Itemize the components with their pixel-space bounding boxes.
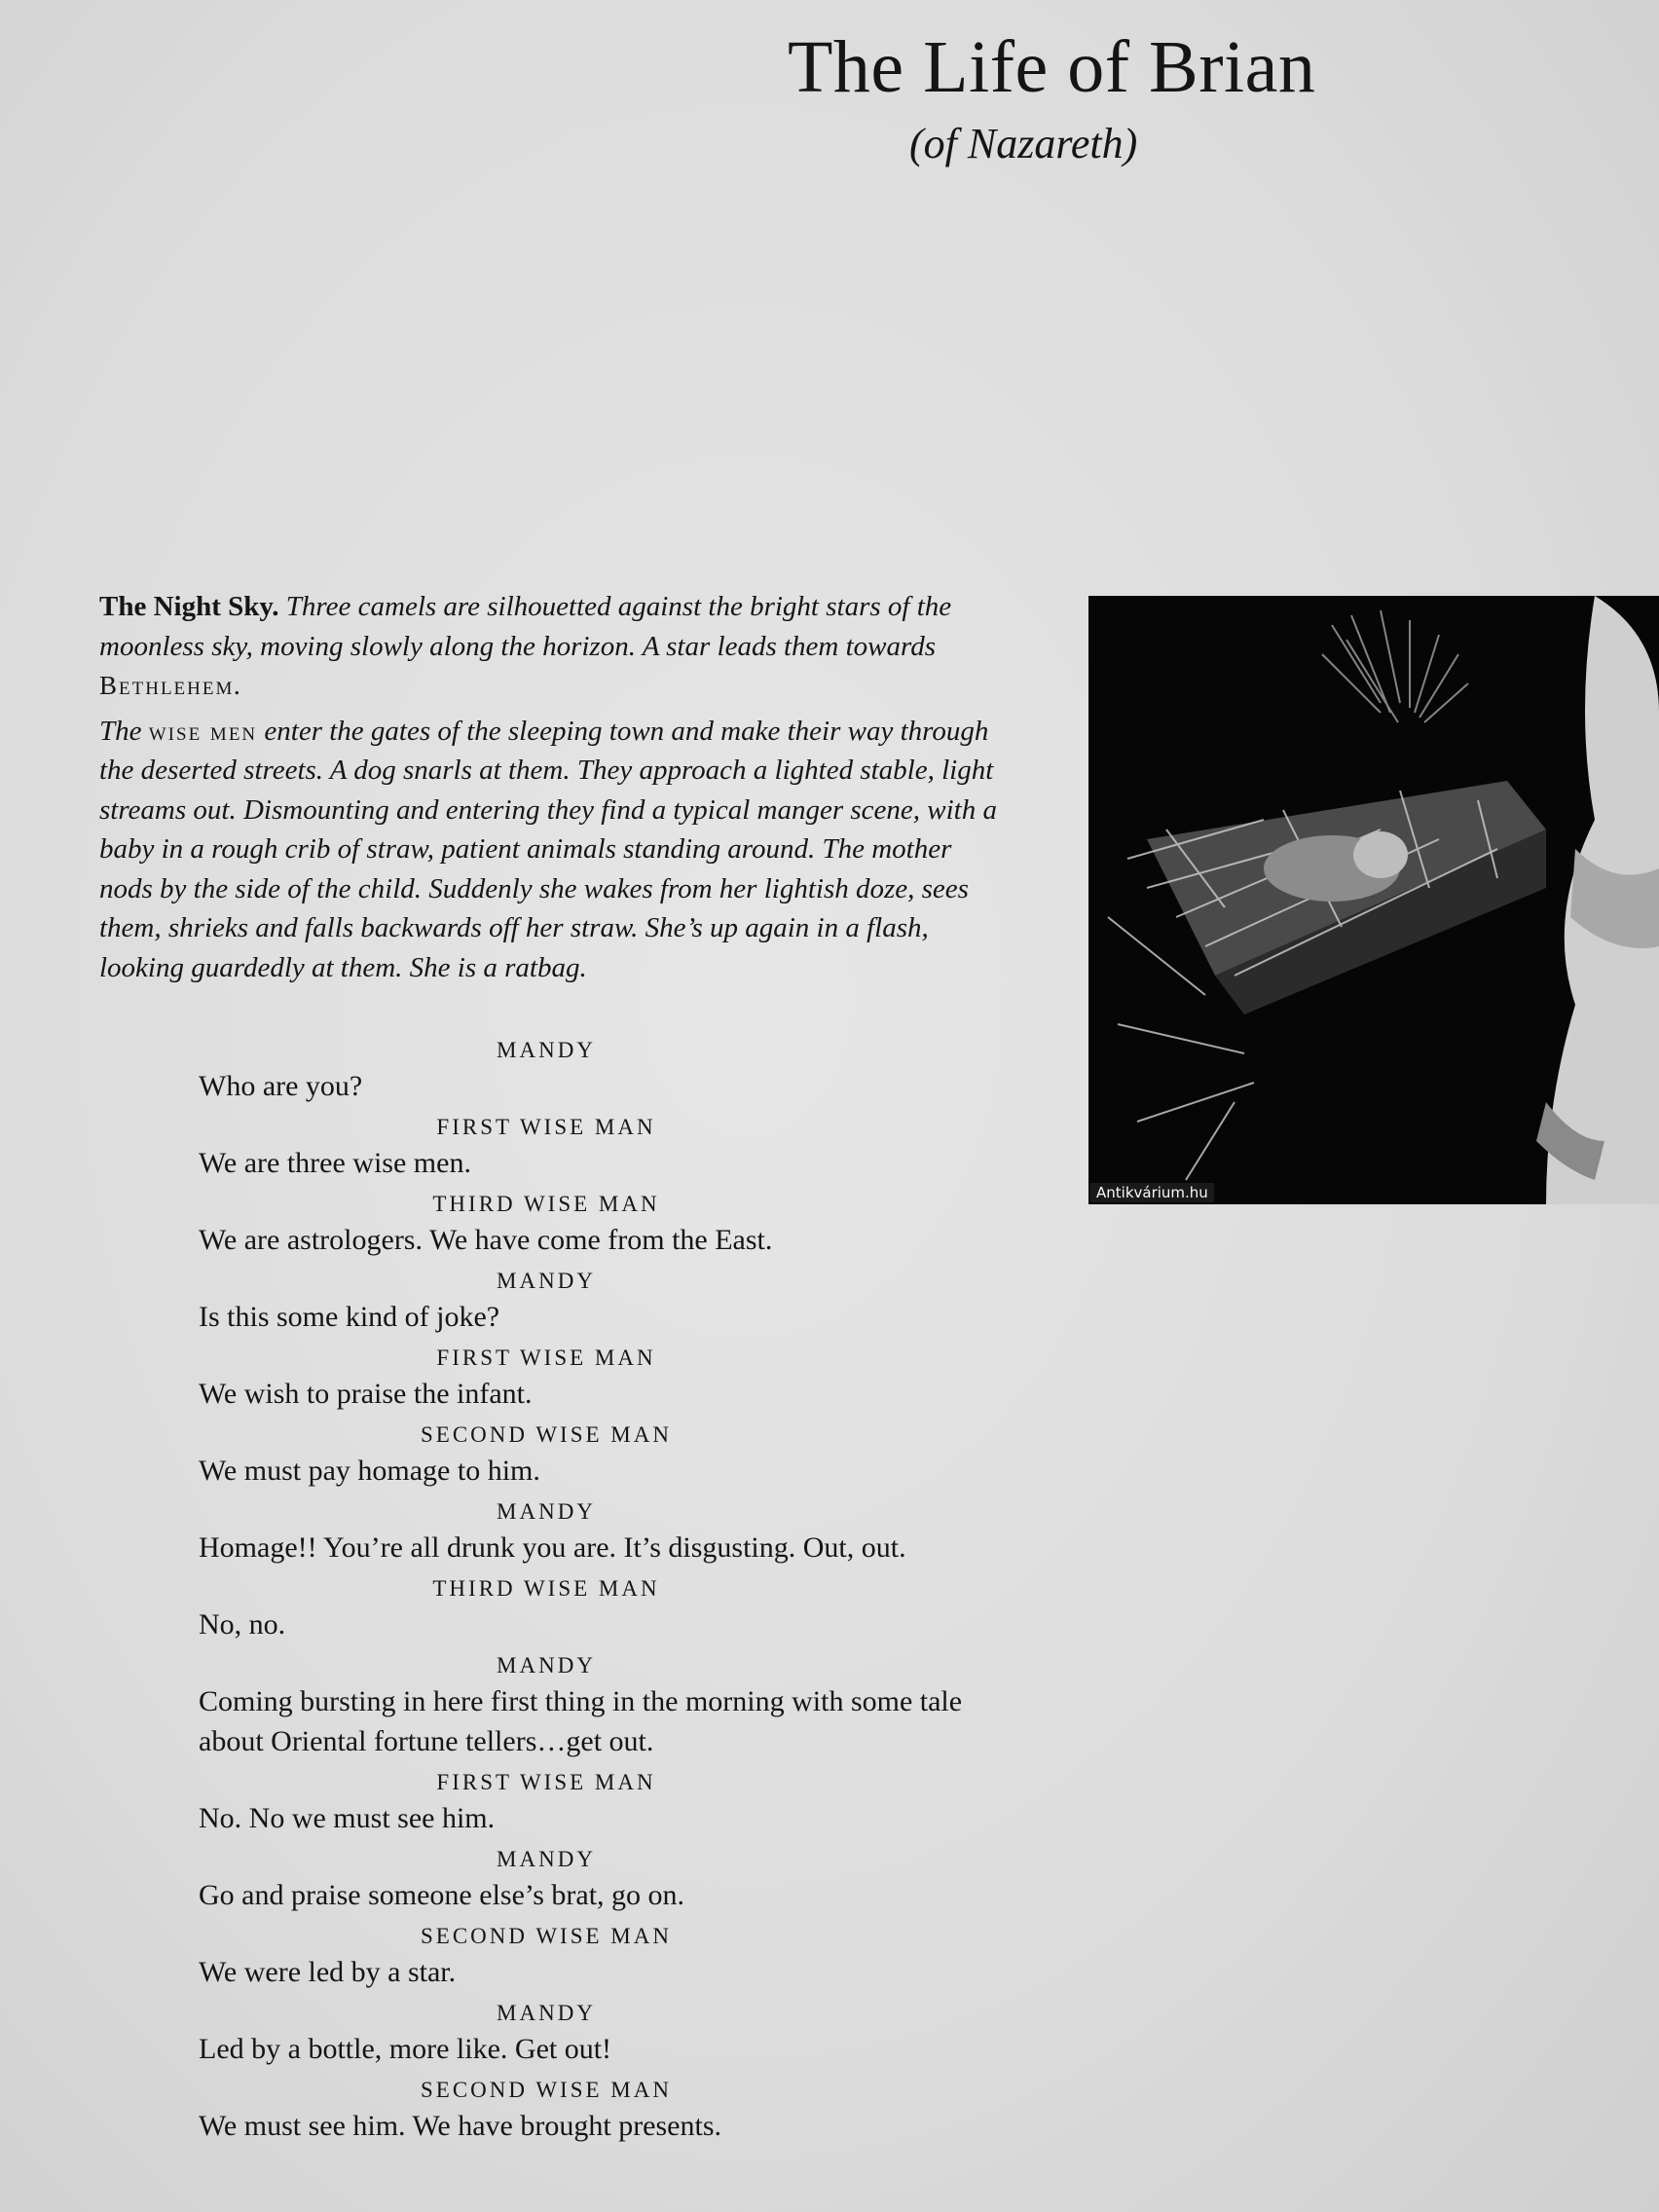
- scene-heading: The Night Sky.: [99, 591, 279, 622]
- speaker-name: MANDY: [497, 1847, 596, 1871]
- dialogue-line: We wish to praise the infant.: [199, 1378, 533, 1410]
- dialogue-line: We are astrologers. We have come from the East.: [199, 1224, 773, 1256]
- speaker-name: FIRST WISE MAN: [436, 1770, 656, 1794]
- dialogue-line: Led by a bottle, more like. Get out!: [199, 2033, 612, 2065]
- stage-directions: [99, 587, 1005, 993]
- dialogue-line: Who are you?: [199, 1070, 363, 1102]
- dialogue-line: Coming bursting in here first thing in the morning with some tale about Oriental fortune tellers…get out.: [199, 1685, 963, 1757]
- speaker-name: MANDY: [497, 1499, 596, 1524]
- intro-paragraph-2: [99, 712, 1005, 988]
- speaker-name: SECOND WISE MAN: [421, 2078, 672, 2102]
- speaker-name: THIRD WISE MAN: [432, 1576, 660, 1601]
- speaker-name: MANDY: [497, 1038, 596, 1062]
- speaker-name: FIRST WISE MAN: [436, 1115, 656, 1139]
- speaker-name: MANDY: [497, 2001, 596, 2025]
- intro-period: .: [234, 670, 241, 701]
- dialogue-line: No, no.: [199, 1608, 286, 1641]
- dialogue-line: Homage!! You’re all drunk you are. It’s disgusting. Out, out.: [199, 1531, 906, 1564]
- speaker-name: MANDY: [497, 1269, 596, 1293]
- dialogue-line: We must pay homage to him.: [199, 1455, 540, 1487]
- speaker-name: FIRST WISE MAN: [436, 1346, 656, 1370]
- intro-text-2a: The: [99, 715, 142, 747]
- place-name: Bethlehem: [99, 671, 235, 700]
- dialogue-line: Go and praise someone else’s brat, go on.: [199, 1879, 685, 1911]
- speaker-name: MANDY: [497, 1653, 596, 1677]
- speaker-name: SECOND WISE MAN: [421, 1924, 672, 1948]
- manger-photo: [1088, 596, 1659, 1204]
- dialogue: [199, 1035, 1075, 2152]
- intro-paragraph-1: [99, 587, 1005, 706]
- dialogue-line: No. No we must see him.: [199, 1802, 496, 1834]
- dialogue-line: We were led by a star.: [199, 1956, 457, 1988]
- dialogue-line: Is this some kind of joke?: [199, 1301, 500, 1333]
- page-subtitle: (of Nazareth): [909, 120, 1138, 167]
- intro-text-1: Three camels are silhouetted against the bright stars of the moonless sky, moving slowly along the horizon. A star leads them towards: [99, 591, 952, 662]
- dialogue-line: We must see him. We have brought presents.: [199, 2110, 721, 2142]
- watermark-credit: Antikvárium.hu: [1090, 1183, 1214, 1202]
- speaker-name: THIRD WISE MAN: [432, 1192, 660, 1216]
- page-title: The Life of Brian: [788, 26, 1316, 108]
- wise-men-label: wise men: [148, 716, 258, 746]
- intro-text-2b: enter the gates of the sleeping town and make their way through the deserted streets. A dog snarls at them. They approach a lighted stable, light streams out. Dismounting and entering they find a typical manger scene, with a baby in a rough crib of straw, patient animals standing around. The mother nods by the side of the child. Suddenly she wakes from her lightish doze, sees them, shrieks and falls backwards off her straw. She’s up again in a flash, looking guardedly at them. She is a ratbag.: [99, 715, 997, 983]
- manger-illustration: [1088, 596, 1659, 1204]
- speaker-name: SECOND WISE MAN: [421, 1422, 672, 1447]
- dialogue-line: We are three wise men.: [199, 1147, 471, 1179]
